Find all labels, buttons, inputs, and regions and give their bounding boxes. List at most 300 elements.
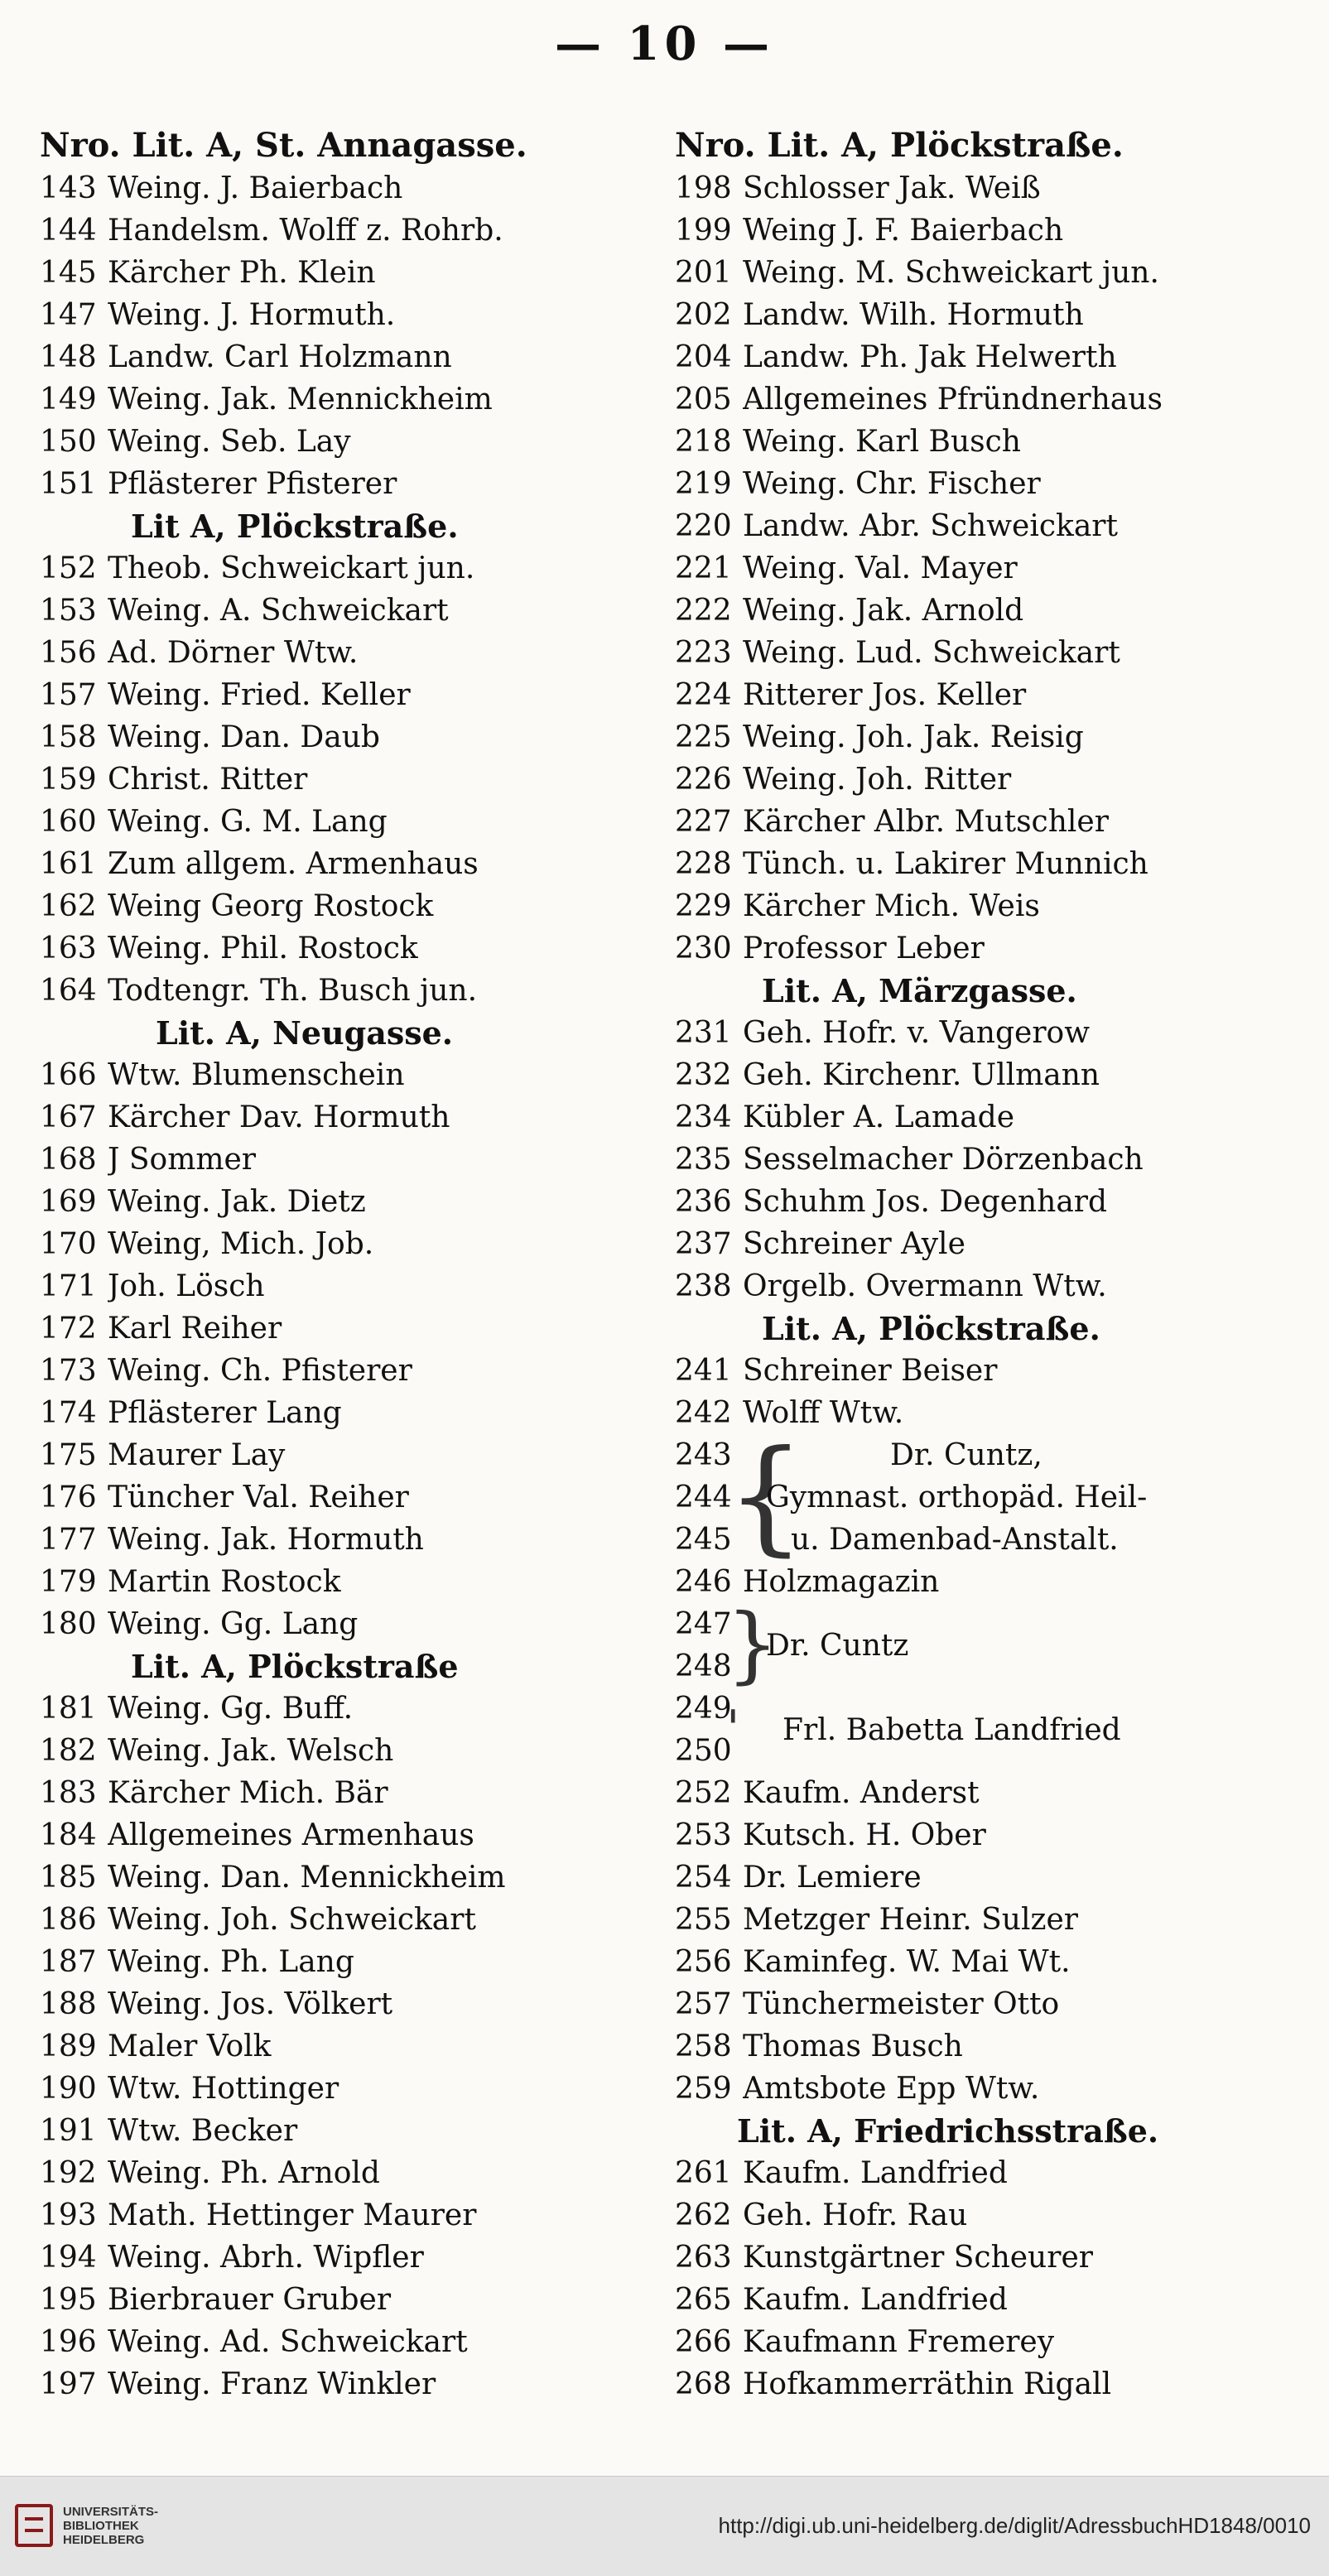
source-url-link[interactable]: http://digi.ub.uni-heidelberg.de/diglit/AdressbuchHD1848/0010 [718, 2513, 1311, 2538]
entry-text: Orgelb. Overmann Wtw. [743, 1269, 1107, 1303]
entry-number: 234 [675, 1100, 732, 1134]
entry-number: 181 [40, 1692, 97, 1726]
entry-text: Metzger Heinr. Sulzer [743, 1903, 1078, 1937]
entry-text: Sesselmacher Dörzenbach [743, 1143, 1144, 1177]
entry-text: Weing. Gg. Buff. [108, 1692, 354, 1726]
entry-number: 253 [675, 1818, 732, 1852]
entry-text: Geh. Hofr. Rau [743, 2198, 968, 2232]
entry-number: 238 [675, 1269, 732, 1303]
entry-text: Pflästerer Pfisterer [108, 467, 397, 501]
entry-text: Tüncher Val. Reiher [108, 1481, 409, 1514]
entry-text: Wtw. Becker [108, 2114, 298, 2148]
entry-text: Weing. Jak. Dietz [108, 1185, 366, 1219]
entry-text: Allgemeines Pfründnerhaus [743, 383, 1163, 416]
entry-text: Kunstgärtner Scheurer [743, 2241, 1093, 2275]
list-item [675, 505, 1254, 547]
list-item [675, 1772, 1254, 1814]
entry-number: 175 [40, 1438, 97, 1472]
list-item [40, 167, 619, 209]
list-item [40, 632, 619, 674]
entry-list [675, 2152, 1254, 2405]
entry-text: Schreiner Ayle [743, 1227, 965, 1261]
entry-text: Holzmagazin [743, 1565, 940, 1599]
entry-number: 185 [40, 1861, 97, 1895]
entry-text: Weing. Jos. Völkert [108, 1987, 393, 2021]
list-item [40, 1054, 619, 1096]
entry-number: 226 [675, 763, 732, 797]
entry-text: Weing, Mich. Job. [108, 1227, 374, 1261]
list-item [675, 463, 1254, 505]
list-item [675, 1941, 1254, 1983]
entry-number: 247 [675, 1607, 732, 1641]
list-item [40, 1603, 619, 1645]
entry-number: 157 [40, 678, 97, 712]
entry-number: 198 [675, 171, 732, 205]
entry-number: 153 [40, 594, 97, 628]
entry-number: 197 [40, 2367, 97, 2401]
list-item [40, 1899, 619, 1941]
list-item [40, 209, 619, 252]
entry-number: 236 [675, 1185, 732, 1219]
entry-number: 252 [675, 1776, 732, 1810]
list-item [675, 2237, 1254, 2279]
entry-text: Kaufmann Fremerey [743, 2325, 1055, 2359]
entry-text: Maurer Lay [108, 1438, 286, 1472]
list-item [675, 716, 1254, 758]
entry-list [675, 1012, 1254, 1307]
entry-text: Amtsbote Epp Wtw. [743, 2072, 1040, 2106]
entry-group-243-245 [675, 1424, 1254, 1568]
list-item [40, 1181, 619, 1223]
entry-text: Kärcher Albr. Mutschler [743, 805, 1109, 839]
list-item [675, 336, 1254, 378]
entry-number: 263 [675, 2241, 732, 2275]
entry-text: Allgemeines Armenhaus [108, 1818, 474, 1852]
entry-number: 231 [675, 1016, 732, 1050]
list-item [40, 421, 619, 463]
entry-text: Geh. Hofr. v. Vangerow [743, 1016, 1091, 1050]
entry-number: 166 [40, 1058, 97, 1092]
library-logo[interactable] [15, 2497, 181, 2554]
list-item [675, 1814, 1254, 1856]
entry-text: Bierbrauer Gruber [108, 2283, 392, 2317]
entry-number: 150 [40, 425, 97, 459]
entry-text: Weing. Jak. Arnold [743, 594, 1024, 628]
list-item [675, 632, 1254, 674]
list-item [40, 1772, 619, 1814]
entry-text: Math. Hettinger Maurer [108, 2198, 477, 2232]
list-item [675, 1139, 1254, 1181]
list-item [40, 1856, 619, 1899]
entry-number: 225 [675, 720, 732, 754]
list-item [40, 674, 619, 716]
list-item [40, 1941, 619, 1983]
group-numbers [675, 1603, 733, 1688]
list-item [40, 2025, 619, 2068]
list-item [675, 2279, 1254, 2321]
list-item [40, 252, 619, 294]
entry-text: Weing. Ph. Lang [108, 1945, 354, 1979]
list-item [675, 1350, 1254, 1392]
list-item [675, 843, 1254, 885]
entry-text: Pflästerer Lang [108, 1396, 342, 1430]
list-item [675, 167, 1254, 209]
entry-text: Hofkammerräthin Rigall [743, 2367, 1112, 2401]
entry-number: 220 [675, 509, 732, 543]
entry-number: 180 [40, 1607, 97, 1641]
group-text: Frl. Babetta Landfried [782, 1713, 1121, 1747]
entry-number: 227 [675, 805, 732, 839]
entry-number: 232 [675, 1058, 732, 1092]
entry-text: Kaufm. Anderst [743, 1776, 980, 1810]
list-item [675, 2152, 1254, 2194]
entry-number: 245 [675, 1523, 732, 1557]
entry-number: 192 [40, 2156, 97, 2190]
entry-number: 151 [40, 467, 97, 501]
street-heading: Lit. A, Plöckstraße. [762, 1310, 1100, 1347]
entry-group-249-250 [675, 1688, 1254, 1772]
entry-number: 222 [675, 594, 732, 628]
entry-text: Wtw. Blumenschein [108, 1058, 405, 1092]
list-item [40, 927, 619, 970]
list-item [675, 1012, 1254, 1054]
entry-number: 262 [675, 2198, 732, 2232]
entry-text: Weing J. F. Baierbach [743, 214, 1064, 248]
list-item [675, 1096, 1254, 1139]
entry-number: 167 [40, 1100, 97, 1134]
group-text: Dr. Cuntz [766, 1629, 909, 1663]
entry-number: 265 [675, 2283, 732, 2317]
list-item [40, 463, 619, 505]
entry-text: Weing. J. Baierbach [108, 171, 403, 205]
entry-number: 223 [675, 636, 732, 670]
entry-number: 187 [40, 1945, 97, 1979]
entry-text: Wolff Wtw. [743, 1396, 904, 1430]
entry-number: 250 [675, 1734, 732, 1768]
entry-number: 152 [40, 551, 97, 585]
entry-text: Christ. Ritter [108, 763, 308, 797]
entry-text: Weing. Ch. Pfisterer [108, 1354, 412, 1388]
entry-number: 219 [675, 467, 732, 501]
entry-number: 193 [40, 2198, 97, 2232]
list-item [675, 2363, 1254, 2405]
entry-number: 196 [40, 2325, 97, 2359]
list-item [40, 1561, 619, 1603]
entry-number: 221 [675, 551, 732, 585]
entry-list [675, 1772, 1254, 2110]
entry-number: 158 [40, 720, 97, 754]
entry-number: 246 [675, 1565, 732, 1599]
street-heading: Lit A, Plöckstraße. [131, 508, 459, 545]
entry-text: Kaufm. Landfried [743, 2156, 1008, 2190]
entry-number: 149 [40, 383, 97, 416]
entry-text: Todtengr. Th. Busch jun. [108, 974, 478, 1008]
group-line: Dr. Cuntz, [890, 1438, 1042, 1472]
entry-text: Maler Volk [108, 2030, 272, 2063]
entry-number: 190 [40, 2072, 97, 2106]
entry-text: Weing. Ad. Schweickart [108, 2325, 468, 2359]
group-numbers [675, 1688, 733, 1772]
entry-text: Kärcher Dav. Hormuth [108, 1100, 450, 1134]
entry-number: 188 [40, 1987, 97, 2021]
list-item [40, 1307, 619, 1350]
entry-number: 169 [40, 1185, 97, 1219]
entry-number: 249 [675, 1692, 732, 1726]
entry-text: Karl Reiher [108, 1312, 282, 1346]
entry-text: Wtw. Hottinger [108, 2072, 339, 2106]
entry-number: 194 [40, 2241, 97, 2275]
entry-number: 242 [675, 1396, 732, 1430]
entry-text: Weing. Phil. Rostock [108, 932, 418, 965]
street-heading: Lit. A, Märzgasse. [762, 972, 1077, 1009]
entry-number: 145 [40, 256, 97, 290]
list-item [40, 1139, 619, 1181]
brace-mark: { [726, 1424, 806, 1568]
list-item [40, 885, 619, 927]
list-item [40, 2194, 619, 2237]
entry-text: Schlosser Jak. Weiß [743, 171, 1041, 205]
entry-text: Weing. Jak. Welsch [108, 1734, 394, 1768]
group-line: Gymnast. orthopäd. Heil- [766, 1481, 1148, 1514]
list-item [675, 1054, 1254, 1096]
entry-number: 243 [675, 1438, 732, 1472]
right-column [675, 124, 1254, 2405]
group-line: u. Damenbad-Anstalt. [791, 1523, 1119, 1557]
list-item [675, 378, 1254, 421]
list-item [675, 294, 1254, 336]
entry-text: Thomas Busch [743, 2030, 963, 2063]
street-heading: Lit. A, Friedrichsstraße. [737, 2112, 1159, 2150]
entry-text: Kärcher Mich. Weis [743, 889, 1040, 923]
list-item [40, 2110, 619, 2152]
entry-number: 256 [675, 1945, 732, 1979]
list-item [675, 2068, 1254, 2110]
entry-text: Joh. Lösch [108, 1269, 265, 1303]
list-item [40, 843, 619, 885]
entry-text: Weing. Jak. Hormuth [108, 1523, 424, 1557]
street-heading: Lit. A, Neugasse. [156, 1014, 454, 1052]
entry-number: 248 [675, 1649, 732, 1683]
entry-number: 170 [40, 1227, 97, 1261]
entry-number: 195 [40, 2283, 97, 2317]
list-item [40, 1814, 619, 1856]
entry-number: 199 [675, 214, 732, 248]
list-item [40, 1983, 619, 2025]
entry-text: Kaminfeg. W. Mai Wt. [743, 1945, 1071, 1979]
list-item [40, 378, 619, 421]
entry-text: Weing. Joh. Schweickart [108, 1903, 476, 1937]
entry-text: Weing. Abrh. Wipfler [108, 2241, 424, 2275]
list-item [40, 1476, 619, 1519]
entry-number: 258 [675, 2030, 732, 2063]
left-column [40, 124, 619, 2405]
entry-text: Weing. Val. Mayer [743, 551, 1018, 585]
list-item [675, 1265, 1254, 1307]
list-item [675, 1856, 1254, 1899]
entry-text: Kärcher Mich. Bär [108, 1776, 388, 1810]
entry-text: Kärcher Ph. Klein [108, 256, 376, 290]
entry-text: Weing. Franz Winkler [108, 2367, 436, 2401]
list-item [675, 674, 1254, 716]
entry-number: 183 [40, 1776, 97, 1810]
logo-line: UNIVERSITÄTS- [63, 2504, 159, 2519]
entry-list [675, 1350, 1254, 1434]
entry-number: 204 [675, 340, 732, 374]
entry-text: Ad. Dörner Wtw. [108, 636, 359, 670]
entry-number: 173 [40, 1354, 97, 1388]
entry-text: Landw. Ph. Jak Helwerth [743, 340, 1117, 374]
entry-number: 235 [675, 1143, 732, 1177]
list-item [40, 801, 619, 843]
entry-number: 254 [675, 1861, 732, 1895]
list-item [675, 801, 1254, 843]
entry-number: 228 [675, 847, 732, 881]
list-item [40, 2279, 619, 2321]
entry-list [40, 1688, 619, 2405]
list-item [40, 2152, 619, 2194]
entry-number: 184 [40, 1818, 97, 1852]
list-item [40, 547, 619, 590]
entry-text: Kübler A. Lamade [743, 1100, 1015, 1134]
list-item [675, 2194, 1254, 2237]
entry-text: Kaufm. Landfried [743, 2283, 1008, 2317]
list-item [40, 2321, 619, 2363]
list-item [40, 1688, 619, 1730]
list-item [40, 1434, 619, 1476]
entry-number: 266 [675, 2325, 732, 2359]
entry-text: Tünch. u. Lakirer Munnich [743, 847, 1148, 881]
entry-number: 205 [675, 383, 732, 416]
entry-number: 191 [40, 2114, 97, 2148]
list-item [40, 1096, 619, 1139]
list-item [675, 421, 1254, 463]
entry-text: Landw. Abr. Schweickart [743, 509, 1118, 543]
entry-text: Zum allgem. Armenhaus [108, 847, 479, 881]
entry-number: 172 [40, 1312, 97, 1346]
entry-number: 186 [40, 1903, 97, 1937]
entry-text: Theob. Schweickart jun. [108, 551, 475, 585]
entry-number: 160 [40, 805, 97, 839]
street-heading: Lit. A, Plöckstraße [131, 1648, 459, 1685]
logo-line: HEIDELBERG [63, 2532, 145, 2547]
list-item [675, 885, 1254, 927]
library-logo-icon [15, 2504, 53, 2547]
entry-number: 174 [40, 1396, 97, 1430]
brace-mark: ' [726, 1700, 740, 1758]
list-item [40, 2363, 619, 2405]
entry-text: Schreiner Beiser [743, 1354, 998, 1388]
entry-text: Schuhm Jos. Degenhard [743, 1185, 1108, 1219]
page-number: — 10 — [555, 17, 774, 71]
entry-list [40, 167, 619, 505]
entry-text: Kutsch. H. Ober [743, 1818, 986, 1852]
right-column-header: Nro. Lit. A, Plöckstraße. [675, 126, 1124, 165]
entry-text: J Sommer [108, 1143, 256, 1177]
entry-number: 237 [675, 1227, 732, 1261]
entry-number: 163 [40, 932, 97, 965]
entry-text: Weing. Seb. Lay [108, 425, 351, 459]
entry-number: 176 [40, 1481, 97, 1514]
list-item [40, 1730, 619, 1772]
entry-number: 229 [675, 889, 732, 923]
brace-mark: } [726, 1596, 779, 1692]
entry-number: 164 [40, 974, 97, 1008]
left-column-header: Nro. Lit. A, St. Annagasse. [40, 126, 527, 165]
entry-number: 218 [675, 425, 732, 459]
entry-text: Professor Leber [743, 932, 985, 965]
entry-text: Weing. M. Schweickart jun. [743, 256, 1159, 290]
list-item [40, 1519, 619, 1561]
list-item [675, 590, 1254, 632]
entry-number: 241 [675, 1354, 732, 1388]
entry-group-247-248 [675, 1596, 1254, 1692]
entry-text: Weing. J. Hormuth. [108, 298, 396, 332]
entry-list [40, 547, 619, 1012]
list-item [40, 2237, 619, 2279]
entry-number: 156 [40, 636, 97, 670]
entry-number: 202 [675, 298, 732, 332]
entry-text: Weing. G. M. Lang [108, 805, 388, 839]
entry-number: 268 [675, 2367, 732, 2401]
list-item [40, 716, 619, 758]
entry-text: Landw. Carl Holzmann [108, 340, 452, 374]
list-item [675, 252, 1254, 294]
entry-number: 201 [675, 256, 732, 290]
entry-number: 257 [675, 1987, 732, 2021]
entry-text: Weing. Dan. Daub [108, 720, 380, 754]
entry-number: 147 [40, 298, 97, 332]
entry-text: Weing. Dan. Mennickheim [108, 1861, 506, 1895]
list-item [40, 2068, 619, 2110]
list-item [675, 1223, 1254, 1265]
group-text [766, 1434, 1147, 1561]
list-item [675, 2321, 1254, 2363]
entry-text: Weing. Fried. Keller [108, 678, 411, 712]
entry-number: 143 [40, 171, 97, 205]
list-item [40, 590, 619, 632]
entry-number: 168 [40, 1143, 97, 1177]
list-item [40, 294, 619, 336]
logo-line: BIBLIOTHEK [63, 2518, 139, 2533]
list-item [40, 1265, 619, 1307]
entry-number: 148 [40, 340, 97, 374]
list-item [40, 758, 619, 801]
entry-text: Weing. A. Schweickart [108, 594, 449, 628]
entry-text: Weing. Gg. Lang [108, 1607, 359, 1641]
entry-number: 179 [40, 1565, 97, 1599]
entry-number: 161 [40, 847, 97, 881]
entry-number: 177 [40, 1523, 97, 1557]
entry-text: Handelsm. Wolff z. Rohrb. [108, 214, 503, 248]
list-item [40, 1350, 619, 1392]
list-item [675, 547, 1254, 590]
entry-text: Martin Rostock [108, 1565, 341, 1599]
entry-text: Dr. Lemiere [743, 1861, 922, 1895]
entry-number: 189 [40, 2030, 97, 2063]
list-item [675, 1181, 1254, 1223]
entry-text: Weing Georg Rostock [108, 889, 434, 923]
entry-number: 230 [675, 932, 732, 965]
entry-number: 182 [40, 1734, 97, 1768]
entry-text: Weing. Jak. Mennickheim [108, 383, 493, 416]
entry-text: Tünchermeister Otto [743, 1987, 1060, 2021]
entry-text: Weing. Joh. Ritter [743, 763, 1012, 797]
list-item [40, 1392, 619, 1434]
entry-list [675, 167, 1254, 970]
entry-number: 261 [675, 2156, 732, 2190]
entry-number: 171 [40, 1269, 97, 1303]
entry-text: Weing. Joh. Jak. Reisig [743, 720, 1084, 754]
